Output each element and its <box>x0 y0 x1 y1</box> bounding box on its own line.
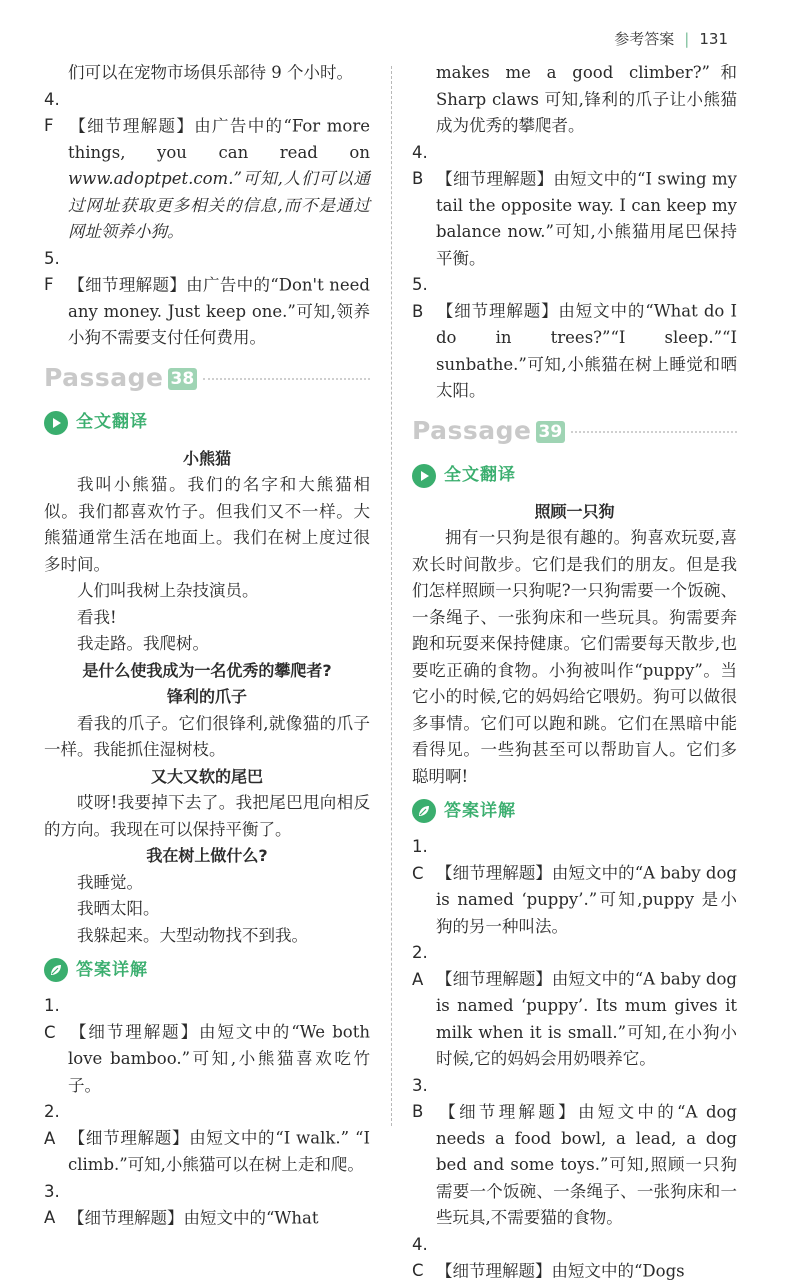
translation-line: 我走路。我爬树。 <box>77 634 209 653</box>
answer-number: 3. A <box>44 1181 60 1227</box>
dotted-rule <box>203 378 370 380</box>
answer-number: 1. C <box>44 996 60 1042</box>
answer-item-5 <box>412 272 737 405</box>
right-column <box>412 60 737 1285</box>
answer-text: 【细节理解题】由广告中的“For more things, you can read on <box>68 116 370 162</box>
answer-number: 4. B <box>412 142 428 188</box>
answer-item-4 <box>412 140 737 273</box>
page-header <box>614 28 728 49</box>
leaf-icon <box>44 958 68 982</box>
answer-text: 【细节理解题】由短文中的“A dog needs a food bowl, a lead, a dog bed and some toys.”可知,照顾一只狗需要一个饭碗、一条绳子、一张狗床和一些玩具,不需要猫的食物。 <box>436 1102 737 1227</box>
translation-line: 我睡觉。 <box>77 872 143 892</box>
passage-word: Passage <box>44 363 164 393</box>
answer-item-3 <box>44 1179 370 1232</box>
header-separator: | <box>684 29 690 48</box>
answer-text: 【细节理解题】由短文中的“What do I do in trees?”“I sleep.”“I sunbathe.”可知,小熊猫在树上睡觉和晒太阳。 <box>436 301 737 400</box>
answer-text: 【细节理解题】由短文中的“Dogs <box>436 1261 685 1280</box>
answer-text: 【细节理解题】由短文中的“I walk.” “I climb.”可知,小熊猫可以在树上走和爬。 <box>68 1128 370 1174</box>
play-icon <box>44 411 68 435</box>
answer-item-1 <box>44 993 370 1099</box>
answers-section-header <box>44 955 370 985</box>
answer-text: 【细节理解题】由短文中的“We both love bamboo.”可知,小熊猫喜欢吃竹子。 <box>68 1022 370 1095</box>
answer-text: 【细节理解题】由短文中的“What <box>68 1208 319 1227</box>
answer-item-5 <box>44 246 370 352</box>
translation-title: 小熊猫 <box>182 448 231 468</box>
answer-number: 2. A <box>44 1102 60 1148</box>
page-number: 131 <box>699 29 728 48</box>
translation-line: 我躲起来。大型动物找不到我。 <box>77 925 308 945</box>
passage-heading-38 <box>44 362 370 396</box>
translation-line: 看我! <box>77 607 117 627</box>
answer-number: 2. A <box>412 943 428 989</box>
translation-line: 我晒太阳。 <box>77 899 160 918</box>
translation-subtitle: 锋利的爪子 <box>166 687 247 706</box>
answer-text: 【细节理解题】由短文中的“I swing my tail the opposite way. I can keep my balance now.”可知,小熊猫用尾巴保持平衡。 <box>436 169 737 268</box>
passage-heading-39 <box>412 415 737 449</box>
translation-paragraph: 看我的爪子。它们很锋利,就像猫的爪子一样。我能抓住湿树枝。 <box>44 713 370 759</box>
leaf-icon <box>412 799 436 823</box>
header-section: 参考答案 <box>614 30 675 48</box>
dotted-rule <box>571 431 737 433</box>
play-icon <box>412 464 436 488</box>
column-divider <box>391 66 392 1126</box>
translation-label: 全文翻译 <box>76 412 148 433</box>
answer-number: 4. C <box>412 1234 428 1280</box>
translation-paragraph: 哎呀!我要掉下去了。我把尾巴甩向相反的方向。我现在可以保持平衡了。 <box>44 793 370 839</box>
answer-item-2 <box>412 940 737 1073</box>
translation-subtitle: 我在树上做什么? <box>146 846 268 865</box>
answer-text: 【细节理解题】由广告中的“Don't need any money. Just keep one.”可知,领养小狗不需要支付任何费用。 <box>68 275 370 347</box>
answer-number: 3. B <box>412 1075 428 1121</box>
continued-text: makes me a good climber?”和 Sharp claws 可知,锋利的爪子让小熊猫成为优秀的攀爬者。 <box>436 63 737 135</box>
answers-section-header <box>412 796 737 826</box>
passage-number-badge: 39 <box>536 421 566 443</box>
translation-subtitle: 又大又软的尾巴 <box>150 766 263 786</box>
left-column <box>44 60 370 1232</box>
answer-number: 4. F <box>44 89 60 135</box>
answer-url: www.adoptpet.com.”可知,人们可以通过网址获取更多相关的信息,而不是通过网址领养小狗。 <box>68 169 370 241</box>
answer-item-2 <box>44 1099 370 1179</box>
translation-section-header <box>412 461 737 491</box>
passage-word: Passage <box>412 416 532 446</box>
answer-item-4 <box>412 1232 737 1285</box>
answers-label: 答案详解 <box>76 959 148 980</box>
answer-text: 【细节理解题】由短文中的“A baby dog is named ‘puppy’.”可知,puppy 是小狗的另一种叫法。 <box>436 863 737 936</box>
answer-number: 5. B <box>412 275 428 321</box>
translation-subtitle: 是什么使我成为一名优秀的攀爬者? <box>82 660 332 680</box>
answers-label: 答案详解 <box>444 800 516 821</box>
translation-paragraph: 我叫小熊猫。我们的名字和大熊猫相似。我们都喜欢竹子。但我们又不一样。大熊猫通常生活在地面上。我们在树上度过很多时间。 <box>44 475 370 574</box>
translation-line: 人们叫我树上杂技演员。 <box>77 581 259 600</box>
translation-label: 全文翻译 <box>444 465 516 486</box>
translation-paragraph: 拥有一只狗是很有趣的。狗喜欢玩耍,喜欢长时间散步。它们是我们的朋友。但是我们怎样照顾一只狗呢?一只狗需要一个饭碗、一条绳子、一张狗床和一些玩具。狗需要奔跑和玩耍来保持健康。它们需要每天散步,也要吃正确的食物。小狗被叫作“puppy”。当它小的时候,它的妈妈给它喂奶。狗可以做很多事情。它们可以跑和跳。它们在黑暗中能看得见。一些狗甚至可以帮助盲人。它们多聪明啊! <box>412 528 737 786</box>
answer-number: 5. F <box>44 248 60 294</box>
answer-item-3 <box>412 1073 737 1232</box>
answer-item-4 <box>44 87 370 246</box>
answer-item-1 <box>412 834 737 940</box>
passage-number-badge: 38 <box>168 368 198 390</box>
continued-text: 们可以在宠物市场俱乐部待 9 个小时。 <box>68 63 353 82</box>
translation-title: 照顾一只狗 <box>534 501 615 521</box>
answer-number: 1. C <box>412 837 428 883</box>
translation-section-header <box>44 408 370 438</box>
answer-text: 【细节理解题】由短文中的“A baby dog is named ‘puppy’. Its mum gives it milk when it is small.”可知,在小狗小时候,它的妈妈会用奶喂养它。 <box>436 969 737 1068</box>
